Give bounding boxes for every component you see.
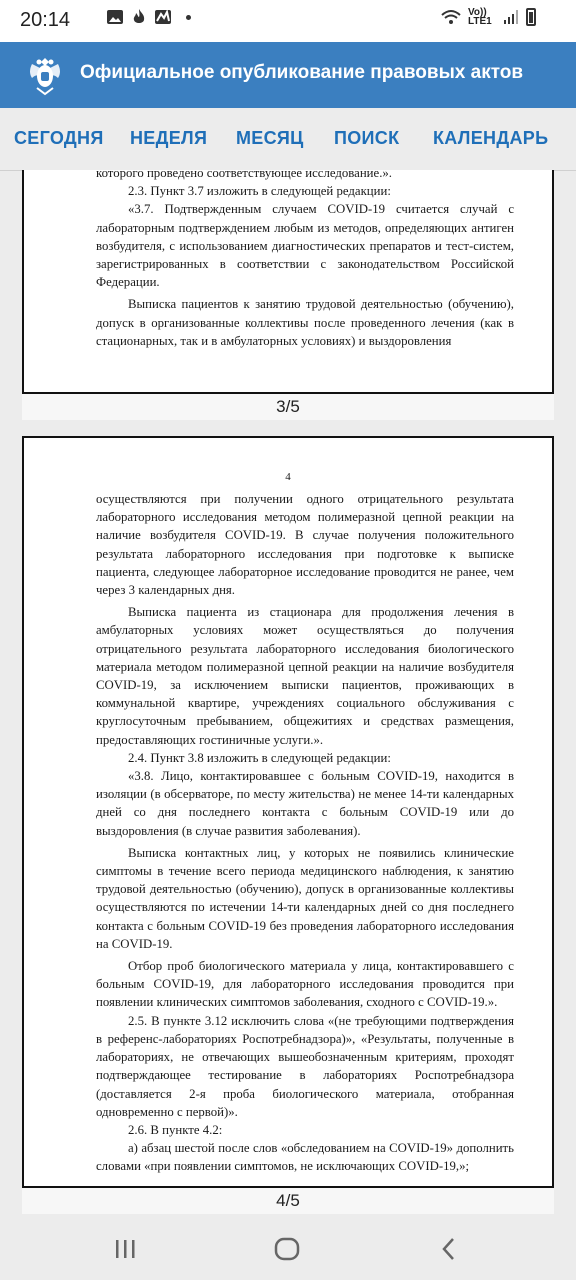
- dot-icon: [186, 15, 191, 20]
- tab-today[interactable]: СЕГОДНЯ: [14, 128, 104, 148]
- flame-icon: [130, 8, 148, 26]
- paragraph: 2.5. В пункте 3.12 исключить слова «(не требующими подтверждения в референс-лабораториях Роспотребнадзора)», «Результаты, полученные в лабораториях, не отвечающих вышеобозначенным критериям, проходят подтверждающее тестирование в лабораториях Роспотребнадзора (доставляется 2-я проба биологического материала, отобранная одновременно с первой)».: [96, 1013, 514, 1119]
- back-icon[interactable]: [434, 1234, 464, 1264]
- document-page-4[interactable]: [22, 436, 554, 1188]
- paragraph: Отбор проб биологического материала у лица, контактировавшего с больным COVID-19, для лабораторного исследования проводится при появлении клинических симптомов заболевания, сходного с COVID-19.».: [96, 959, 514, 1010]
- recent-apps-icon[interactable]: [110, 1234, 140, 1264]
- paragraph: 2.6. В пункте 4.2:: [128, 1122, 223, 1137]
- header-title: Официальное опубликование правовых актов: [80, 62, 524, 83]
- image-icon: [106, 8, 124, 26]
- page-3-text: [96, 170, 514, 350]
- paragraph: Выписка контактных лиц, у которых не появились клинические симптомы в течение всего периода медицинского наблюдения, к занятию трудовой деятельностью (обучению), допуск в организованные коллективы осуществляются по истечении 14-ти календарных дней со дня последнего контакта с больным COVID-19 без проведения лабораторного исследования на COVID-19.: [96, 845, 514, 951]
- status-bar: [0, 0, 576, 42]
- tab-search[interactable]: ПОИСК: [334, 128, 400, 148]
- page-counter: 4/5: [22, 1188, 554, 1214]
- battery-icon: [526, 8, 536, 26]
- paragraph: осуществляются при получении одного отрицательного результата лабораторного исследования методом полимеразной цепной реакции на наличие возбудителя COVID-19. В случае получения положительного результата лабораторного исследования при подготовке к выписке пациента, следующее лабораторное исследование проводится не ранее, чем через 3 календарных дня.: [96, 492, 514, 598]
- status-right: [440, 8, 536, 26]
- coat-of-arms-icon: [22, 52, 68, 98]
- home-icon[interactable]: [272, 1234, 302, 1264]
- page-counter: 3/5: [22, 394, 554, 420]
- document-page-3[interactable]: [22, 170, 554, 394]
- paragraph: 2.4. Пункт 3.8 изложить в следующей редакции:: [128, 750, 391, 765]
- paragraph: которого проведено соответствующее исследование.».: [96, 170, 392, 180]
- tab-calendar[interactable]: КАЛЕНДАРЬ: [433, 128, 549, 148]
- paragraph: «3.7. Подтвержденным случаем COVID-19 считается случай с лабораторным подтверждением любым из методов, определяющих антиген возбудителя, с использованием диагностических препаратов и тест-систем, зарегистрированных в соответствии с законодательством Российской Федерации.: [96, 202, 514, 290]
- wifi-icon: [440, 8, 462, 26]
- tab-week[interactable]: НЕДЕЛЯ: [130, 128, 208, 148]
- signal-icon: [502, 8, 520, 26]
- page-4-text: [96, 490, 514, 1176]
- network-label: Vo)) LTE1: [468, 7, 492, 27]
- app-header: [0, 42, 576, 108]
- document-page-number: 4: [285, 471, 291, 483]
- paragraph: Выписка пациентов к занятию трудовой деятельностью (обучению), допуск в организованные коллективы после проведенного лечения (как в стационарных, так и в амбулаторных условиях) и выздоровления: [96, 297, 514, 348]
- app-icon: [154, 8, 172, 26]
- paragraph: Выписка пациента из стационара для продолжения лечения в амбулаторных условиях может осуществляться до получения отрицательного результата лабораторного исследования биологического материала методом полимеразной цепной реакции на наличие возбудителя COVID-19, за исключением выписки пациентов, проживающих в коммунальной квартире, учреждениях социального обслуживания с круглосуточным пребыванием, общежитиях и средствах размещения, предоставляющих гостиничные услуги.».: [96, 605, 514, 747]
- paragraph: а) абзац шестой после слов «обследованием на COVID-19» дополнить словами «при появлении симптомов, не исключающих COVID-19,»;: [96, 1141, 514, 1174]
- system-nav-bar: [0, 1216, 576, 1280]
- paragraph: «3.8. Лицо, контактировавшее с больным COVID-19, находится в изоляции (в обсерваторе, по месту жительства) не менее 14-ти календарных дней со дня последнего контакта с больным COVID-19 или до выздоровления (в случае развития заболевания).: [96, 769, 514, 838]
- status-time: 20:14: [20, 9, 71, 31]
- paragraph: 2.3. Пункт 3.7 изложить в следующей редакции:: [128, 184, 391, 199]
- tab-month[interactable]: МЕСЯЦ: [236, 128, 304, 148]
- tab-bar: [0, 108, 576, 171]
- notification-icons: [106, 8, 191, 26]
